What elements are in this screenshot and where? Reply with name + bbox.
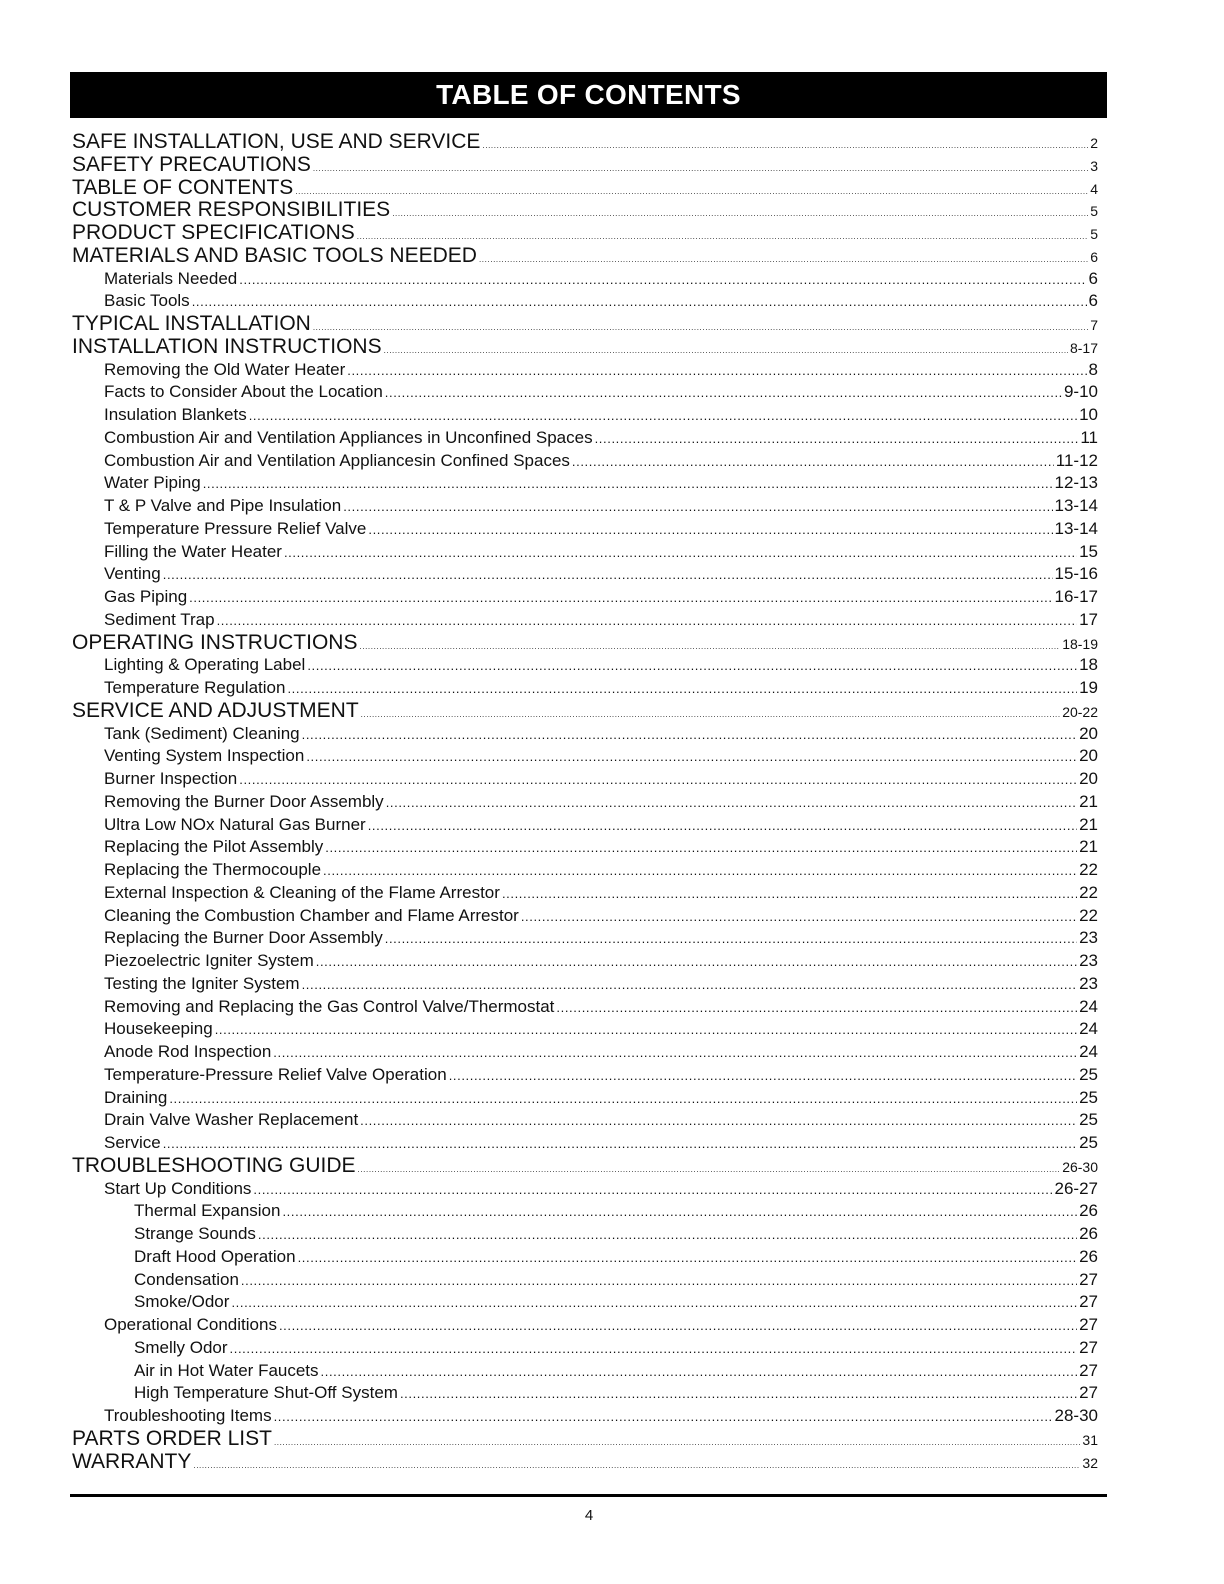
toc-entry-page: 13-14: [1054, 496, 1098, 515]
toc-section-entry: [72, 199, 1098, 222]
toc-entry-title: MATERIALS AND BASIC TOOLS NEEDED: [72, 244, 477, 267]
toc-subsection-entry: [72, 609, 1098, 632]
toc-entry-page: 26-30: [1062, 1158, 1098, 1175]
toc-subsection-entry: [72, 836, 1098, 859]
toc-entry-page: 15-16: [1054, 564, 1098, 584]
toc-entry-page: 24: [1079, 1042, 1098, 1061]
toc-entry-title: Sediment Trap: [104, 609, 215, 629]
toc-subsection-entry: [72, 427, 1098, 450]
toc-entry-page: 23: [1079, 951, 1098, 970]
dot-leader: [360, 1110, 1077, 1132]
toc-entry-title: Replacing the Burner Door Assembly: [104, 928, 383, 948]
dot-leader: [189, 587, 1052, 609]
toc-entry-title: Removing the Burner Door Assembly: [104, 791, 384, 811]
toc-subsection-entry: [72, 450, 1098, 473]
dot-leader: [343, 496, 1052, 518]
toc-entry-title: Smelly Odor: [134, 1337, 228, 1357]
toc-section-entry: [72, 154, 1098, 177]
toc-section-entry: [72, 245, 1098, 268]
toc-entry-page: 26-27: [1054, 1178, 1098, 1198]
dot-leader: [274, 1432, 1080, 1451]
toc-subsection-entry: [72, 859, 1098, 882]
dot-leader: [282, 1201, 1077, 1223]
toc-entry-page: 20: [1079, 723, 1098, 743]
toc-entry-title: Filling the Water Heater: [104, 541, 282, 561]
toc-entry-page: 26: [1079, 1201, 1098, 1221]
dot-leader: [239, 269, 1086, 291]
dot-leader: [230, 1338, 1078, 1360]
toc-entry-title: Facts to Consider About the Location: [104, 382, 383, 402]
toc-entry-page: 10: [1079, 405, 1098, 424]
page-number: 4: [584, 1507, 594, 1524]
toc-section-entry: [72, 1451, 1098, 1474]
toc-entry-page: 22: [1079, 882, 1098, 902]
toc-entry-page: 23: [1079, 928, 1098, 948]
toc-entry-page: 13-14: [1054, 518, 1098, 538]
dot-leader: [556, 997, 1077, 1019]
footer-divider: [70, 1494, 1107, 1497]
dot-leader: [572, 451, 1054, 473]
toc-subsection-entry: [72, 541, 1098, 564]
toc-entry-title: Replacing the Thermocouple: [104, 860, 322, 879]
toc-entry-page: 19: [1079, 678, 1098, 697]
dot-leader: [163, 1133, 1077, 1155]
toc-entry-page: 20-22: [1062, 703, 1098, 720]
toc-entry-page: 25: [1079, 1064, 1098, 1084]
dot-leader: [347, 360, 1086, 382]
toc-entry-title: Removing the Old Water Heater: [104, 359, 346, 379]
toc-entry-page: 5: [1090, 226, 1098, 242]
toc-subsection-entry: [72, 586, 1098, 609]
dot-leader: [239, 769, 1077, 791]
toc-subsection-entry: [72, 927, 1098, 950]
dot-leader: [192, 291, 1087, 313]
toc-entry-page: 17: [1079, 609, 1098, 629]
toc-section-entry: [72, 336, 1098, 359]
dot-leader: [392, 203, 1088, 222]
toc-entry-title: Combustion Air and Ventilation Appliancesin Confined Spaces: [104, 450, 570, 470]
dot-leader: [193, 1455, 1080, 1474]
toc-section-entry: [72, 313, 1098, 336]
toc-entry-title: Temperature Regulation: [104, 678, 286, 697]
toc-entry-title: Gas Piping: [104, 587, 188, 606]
toc-entry-page: 27: [1079, 1315, 1098, 1334]
toc-entry-title: Cleaning the Combustion Chamber and Flame Arrestor: [104, 905, 519, 925]
toc-subsection-entry: [72, 745, 1098, 768]
toc-entry-title: TABLE OF CONTENTS: [72, 176, 294, 199]
dot-leader: [358, 1159, 1061, 1178]
toc-entry-page: 26: [1079, 1246, 1098, 1266]
toc-subsection-entry: [72, 1109, 1098, 1132]
toc-entry-title: Operational Conditions: [104, 1315, 277, 1334]
toc-section-entry: [72, 1428, 1098, 1451]
table-of-contents: [72, 131, 1098, 1473]
toc-entry-page: 22: [1079, 860, 1098, 879]
toc-section-entry: [72, 177, 1098, 200]
toc-subsection-entry: [72, 791, 1098, 814]
dot-leader: [595, 428, 1079, 450]
toc-subsection-entry: [72, 495, 1098, 518]
toc-entry-page: 11-12: [1055, 450, 1098, 470]
toc-entry-title: Materials Needed: [104, 268, 238, 288]
dot-leader: [384, 340, 1068, 359]
toc-entry-page: 9-10: [1063, 382, 1098, 402]
toc-entry-title: T & P Valve and Pipe Insulation: [104, 496, 342, 515]
toc-entry-page: 26: [1079, 1224, 1098, 1243]
toc-entry-title: Replacing the Pilot Assembly: [104, 837, 324, 857]
toc-entry-page: 21: [1079, 791, 1098, 811]
toc-entry-title: Strange Sounds: [134, 1224, 256, 1243]
toc-subsection-entry: [72, 563, 1098, 586]
toc-subsection-entry: [72, 268, 1098, 291]
dot-leader: [307, 655, 1077, 677]
toc-subsection-entry: [72, 359, 1098, 382]
dot-leader: [321, 1361, 1078, 1383]
dot-leader: [274, 1406, 1053, 1428]
toc-entry-title: Drain Valve Washer Replacement: [104, 1110, 359, 1130]
toc-entry-page: 6: [1088, 268, 1098, 288]
toc-entry-title: Temperature Pressure Relief Valve: [104, 518, 367, 538]
toc-subsection-entry: [72, 1223, 1098, 1246]
toc-entry-page: 23: [1079, 973, 1098, 993]
toc-entry-page: 2: [1090, 135, 1098, 151]
toc-entry-title: SAFETY PRECAUTIONS: [72, 153, 311, 176]
toc-entry-page: 32: [1082, 1454, 1098, 1471]
toc-entry-page: 12-13: [1054, 473, 1098, 493]
dot-leader: [357, 226, 1088, 245]
toc-section-entry: [72, 700, 1098, 723]
toc-entry-title: Housekeeping: [104, 1019, 213, 1039]
toc-entry-title: Burner Inspection: [104, 769, 238, 788]
toc-entry-page: 27: [1079, 1383, 1098, 1403]
toc-subsection-entry: [72, 472, 1098, 495]
toc-entry-title: Piezoelectric Igniter System: [104, 951, 314, 970]
toc-subsection-entry: [72, 1382, 1098, 1405]
toc-entry-title: WARRANTY: [72, 1450, 192, 1473]
toc-entry-page: 16-17: [1054, 587, 1098, 606]
toc-entry-page: 27: [1079, 1337, 1098, 1357]
toc-subsection-entry: [72, 1064, 1098, 1087]
dot-leader: [203, 473, 1053, 495]
toc-subsection-entry: [72, 518, 1098, 541]
toc-entry-title: Start Up Conditions: [104, 1178, 252, 1198]
toc-entry-title: INSTALLATION INSTRUCTIONS: [72, 335, 382, 358]
toc-entry-title: TYPICAL INSTALLATION: [72, 313, 311, 335]
dot-leader: [295, 181, 1088, 200]
toc-subsection-entry: [72, 1087, 1098, 1110]
toc-entry-title: Air in Hot Water Faucets: [134, 1360, 319, 1380]
dot-leader: [521, 906, 1077, 928]
toc-entry-page: 22: [1079, 905, 1098, 925]
dot-leader: [279, 1315, 1077, 1337]
dot-leader: [482, 135, 1088, 154]
dot-leader: [253, 1179, 1052, 1201]
toc-entry-title: Venting: [104, 564, 161, 584]
toc-entry-title: Lighting & Operating Label: [104, 655, 306, 675]
toc-subsection-entry: [72, 996, 1098, 1019]
toc-entry-page: 4: [1090, 180, 1098, 197]
dot-leader: [386, 792, 1077, 814]
toc-entry-title: Ultra Low NOx Natural Gas Burner: [104, 814, 366, 834]
toc-subsection-entry: [72, 1291, 1098, 1314]
toc-subsection-entry: [72, 654, 1098, 677]
dot-leader: [241, 1270, 1077, 1292]
toc-subsection-entry: [72, 1132, 1098, 1155]
dot-leader: [215, 1019, 1077, 1041]
toc-entry-title: PRODUCT SPECIFICATIONS: [72, 222, 355, 244]
toc-entry-title: External Inspection & Cleaning of the Flame Arrestor: [104, 882, 500, 902]
toc-subsection-entry: [72, 905, 1098, 928]
dot-leader: [306, 746, 1077, 768]
toc-section-entry: [72, 131, 1098, 154]
toc-entry-title: Removing and Replacing the Gas Control Valve/Thermostat: [104, 996, 555, 1016]
dot-leader: [258, 1224, 1077, 1246]
toc-entry-title: SERVICE AND ADJUSTMENT: [72, 699, 359, 722]
toc-entry-title: Venting System Inspection: [104, 746, 305, 766]
dot-leader: [302, 974, 1077, 996]
toc-subsection-entry: [72, 404, 1098, 427]
dot-leader: [400, 1383, 1077, 1405]
toc-entry-page: 6: [1090, 248, 1098, 265]
dot-leader: [231, 1292, 1077, 1314]
toc-entry-page: 18-19: [1062, 635, 1098, 652]
toc-entry-page: 28-30: [1054, 1406, 1098, 1425]
toc-subsection-entry: [72, 1246, 1098, 1269]
toc-subsection-entry: [72, 950, 1098, 973]
toc-subsection-entry: [72, 882, 1098, 905]
dot-leader: [359, 636, 1060, 655]
toc-subsection-entry: [72, 973, 1098, 996]
dot-leader: [385, 382, 1062, 404]
dot-leader: [169, 1088, 1077, 1110]
toc-entry-title: Testing the Igniter System: [104, 973, 300, 993]
dot-leader: [385, 928, 1077, 950]
dot-leader: [368, 519, 1052, 541]
toc-entry-page: 7: [1090, 317, 1098, 333]
toc-subsection-entry: [72, 1314, 1098, 1337]
toc-entry-title: Insulation Blankets: [104, 405, 247, 424]
toc-entry-page: 25: [1079, 1110, 1098, 1130]
toc-entry-title: Tank (Sediment) Cleaning: [104, 723, 300, 743]
dot-leader: [361, 704, 1061, 723]
dot-leader: [323, 860, 1077, 882]
toc-subsection-entry: [72, 1337, 1098, 1360]
toc-entry-title: CUSTOMER RESPONSIBILITIES: [72, 199, 391, 222]
toc-entry-title: TROUBLESHOOTING GUIDE: [72, 1154, 356, 1177]
page-title: TABLE OF CONTENTS: [70, 72, 1107, 118]
toc-entry-page: 21: [1079, 814, 1098, 834]
dot-leader: [163, 564, 1053, 586]
toc-entry-title: Smoke/Odor: [134, 1292, 230, 1312]
toc-subsection-entry: [72, 768, 1098, 791]
toc-entry-page: 24: [1079, 996, 1098, 1016]
dot-leader: [325, 837, 1077, 859]
dot-leader: [449, 1065, 1077, 1087]
toc-entry-page: 5: [1090, 203, 1098, 220]
toc-subsection-entry: [72, 1200, 1098, 1223]
toc-entry-page: 6: [1088, 291, 1098, 311]
toc-entry-page: 25: [1079, 1133, 1098, 1152]
dot-leader: [313, 158, 1088, 177]
toc-entry-title: Condensation: [134, 1269, 239, 1289]
dot-leader: [479, 249, 1088, 268]
toc-entry-page: 24: [1079, 1019, 1098, 1039]
dot-leader: [302, 724, 1077, 746]
toc-entry-page: 15: [1079, 541, 1098, 561]
dot-leader: [368, 815, 1077, 837]
toc-entry-page: 20: [1079, 769, 1098, 788]
toc-entry-page: 27: [1079, 1360, 1098, 1380]
toc-entry-page: 21: [1079, 837, 1098, 857]
toc-entry-page: 8: [1088, 359, 1098, 379]
toc-entry-title: OPERATING INSTRUCTIONS: [72, 631, 358, 654]
dot-leader: [298, 1247, 1077, 1269]
toc-entry-title: Temperature-Pressure Relief Valve Operation: [104, 1064, 447, 1084]
toc-entry-title: Draft Hood Operation: [134, 1246, 296, 1266]
toc-entry-page: 27: [1079, 1269, 1098, 1289]
dot-leader: [316, 951, 1077, 973]
toc-entry-title: Draining: [104, 1087, 168, 1107]
toc-subsection-entry: [72, 1360, 1098, 1383]
toc-section-entry: [72, 1155, 1098, 1178]
dot-leader: [249, 405, 1077, 427]
dot-leader: [217, 610, 1078, 632]
toc-entry-title: Service: [104, 1133, 161, 1152]
toc-entry-title: Basic Tools: [104, 291, 190, 311]
toc-entry-title: SAFE INSTALLATION, USE AND SERVICE: [72, 131, 481, 153]
toc-entry-title: Water Piping: [104, 473, 201, 493]
toc-entry-title: Anode Rod Inspection: [104, 1042, 272, 1061]
toc-subsection-entry: [72, 1405, 1098, 1428]
toc-entry-page: 20: [1079, 746, 1098, 766]
toc-subsection-entry: [72, 1269, 1098, 1292]
toc-entry-title: High Temperature Shut-Off System: [134, 1383, 398, 1403]
toc-subsection-entry: [72, 677, 1098, 700]
toc-entry-title: Combustion Air and Ventilation Appliances in Unconfined Spaces: [104, 427, 593, 447]
dot-leader: [313, 317, 1088, 336]
toc-entry-title: Troubleshooting Items: [104, 1406, 272, 1425]
toc-subsection-entry: [72, 290, 1098, 313]
dot-leader: [502, 883, 1077, 905]
toc-entry-page: 8-17: [1069, 339, 1098, 356]
toc-entry-page: 27: [1079, 1292, 1098, 1312]
toc-entry-page: 25: [1079, 1087, 1098, 1107]
dot-leader: [273, 1042, 1077, 1064]
toc-section-entry: [72, 632, 1098, 655]
toc-entry-page: 11: [1080, 427, 1098, 447]
toc-entry-page: 18: [1079, 655, 1098, 675]
toc-subsection-entry: [72, 814, 1098, 837]
toc-entry-page: 3: [1090, 157, 1098, 174]
toc-subsection-entry: [72, 1041, 1098, 1064]
toc-subsection-entry: [72, 381, 1098, 404]
toc-entry-page: 31: [1082, 1431, 1098, 1448]
toc-subsection-entry: [72, 723, 1098, 746]
toc-subsection-entry: [72, 1178, 1098, 1201]
toc-subsection-entry: [72, 1018, 1098, 1041]
dot-leader: [287, 678, 1077, 700]
toc-section-entry: [72, 222, 1098, 245]
dot-leader: [284, 542, 1077, 564]
toc-entry-title: PARTS ORDER LIST: [72, 1427, 272, 1450]
toc-entry-title: Thermal Expansion: [134, 1201, 281, 1221]
